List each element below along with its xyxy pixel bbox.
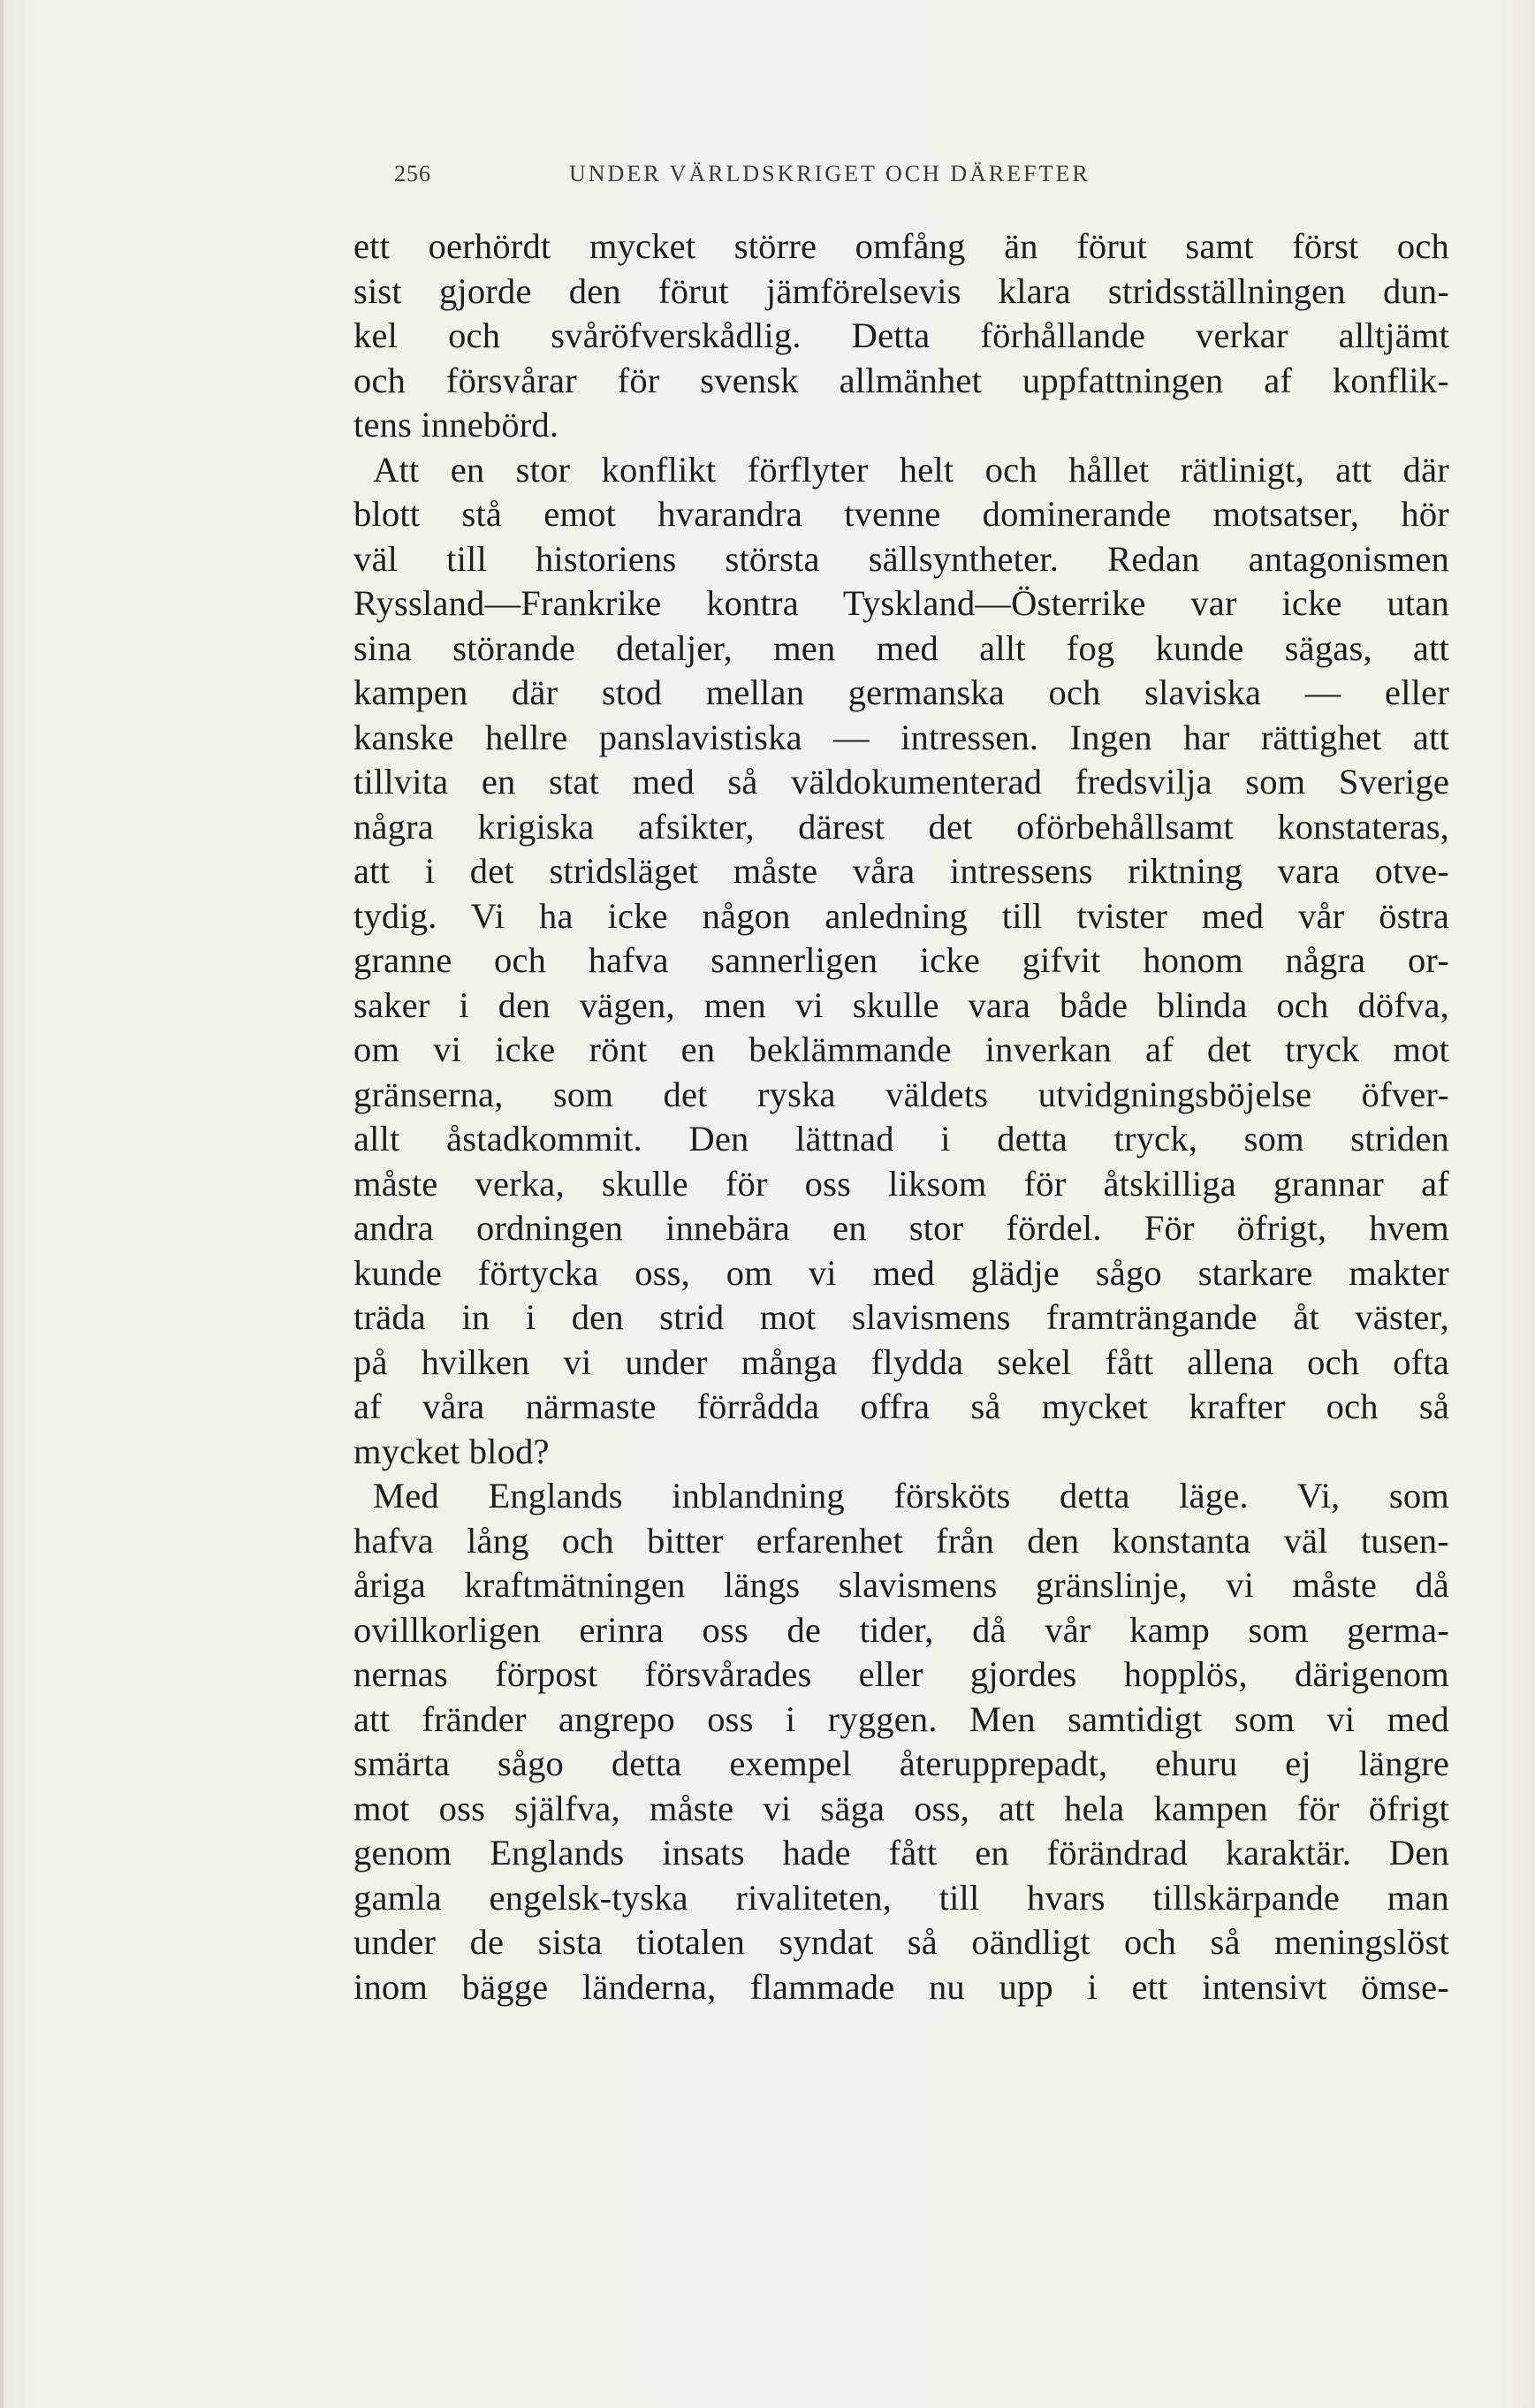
page-edge	[0, 0, 4, 2408]
text-line: mot oss själfva, måste vi säga oss, att hela kampen för öfrigt	[353, 1788, 1449, 1828]
text-line: tens innebörd.	[353, 405, 559, 444]
text-line: under de sista tiotalen syndat så oändligt och så meningslöst	[353, 1922, 1449, 1962]
text-line: allt åstadkommit. Den lättnad i detta tryck, som striden	[353, 1119, 1449, 1158]
text-line: väl till historiens största sällsyntheter. Redan antagonismen	[353, 538, 1449, 579]
paragraph	[353, 448, 1449, 1475]
text-line: blott stå emot hvarandra tvenne dominerande motsatser, hör	[353, 494, 1449, 534]
text-line: ovillkorligen erinra oss de tider, då vår kamp som germa-	[353, 1609, 1449, 1650]
text-line: andra ordningen innebära en stor fördel. För öfrigt, hvem	[353, 1208, 1449, 1248]
text-line: att i det stridsläget måste våra intressens riktning vara otve-	[353, 851, 1449, 891]
text-line: på hvilken vi under många flydda sekel fått allena och ofta	[353, 1341, 1449, 1382]
paragraph	[353, 224, 1449, 448]
text-line: och försvårar för svensk allmänhet uppfattningen af konflik-	[353, 360, 1449, 400]
text-line: Ryssland—Frankrike kontra Tyskland—Österrike var icke utan	[353, 583, 1449, 623]
text-line: nernas förpost försvårades eller gjordes hopplös, därigenom	[353, 1654, 1449, 1694]
text-line: ett oerhördt mycket större omfång än förut samt först och	[353, 226, 1449, 266]
text-line: tillvita en stat med så väldokumenterad fredsvilja som Sverige	[353, 762, 1449, 801]
text-line: granne och hafva sannerligen icke gifvit honom några or-	[353, 940, 1449, 980]
text-line: saker i den vägen, men vi skulle vara både blinda och döfva,	[353, 984, 1449, 1025]
text-line: af våra närmaste förrådda offra så mycket krafter och så	[353, 1386, 1449, 1426]
body-text	[353, 224, 1449, 2009]
text-line: hafva lång och bitter erfarenhet från den konstanta väl tusen-	[353, 1520, 1449, 1561]
text-line: sina störande detaljer, men med allt fog kunde sägas, att	[353, 627, 1449, 668]
text-line: Att en stor konflikt förflyter helt och hållet rätlinigt, att där	[373, 449, 1449, 490]
text-line: gamla engelsk-tyska rivaliteten, till hvars tillskärpande man	[353, 1877, 1449, 1918]
text-line: sist gjorde den förut jämförelsevis klara stridsställningen dun-	[353, 270, 1449, 311]
text-line: träda in i den strid mot slavismens framträngande åt väster,	[353, 1297, 1449, 1337]
text-line: kel och svåröfverskådlig. Detta förhållande verkar alltjämt	[353, 315, 1449, 355]
text-line: inom bägge länderna, flammade nu upp i ett intensivt ömse-	[353, 1966, 1449, 2007]
text-line: några krigiska afsikter, därest det oförbehållsamt konstateras,	[353, 806, 1449, 847]
text-line: åriga kraftmätningen längs slavismens gränslinje, vi måste då	[353, 1565, 1449, 1605]
text-line: Med Englands inblandning försköts detta läge. Vi, som	[373, 1476, 1449, 1515]
text-line: kampen där stod mellan germanska och slaviska — eller	[353, 672, 1449, 712]
text-line: måste verka, skulle för oss liksom för åtskilliga grannar af	[353, 1163, 1449, 1204]
running-header	[0, 161, 1535, 196]
text-line: kanske hellre panslavistiska — intressen. Ingen har rättighet att	[353, 717, 1449, 757]
page-number: 256	[394, 161, 431, 186]
text-line: gränserna, som det ryska väldets utvidgningsböjelse öfver-	[353, 1074, 1449, 1114]
text-line: att fränder angrepo oss i ryggen. Men samtidigt som vi med	[353, 1698, 1449, 1739]
text-line: mycket blod?	[353, 1431, 550, 1471]
running-title: UNDER VÄRLDSKRIGET OCH DÄREFTER	[569, 161, 1090, 186]
paragraph	[353, 1474, 1449, 2009]
text-line: tydig. Vi ha icke någon anledning till tvister med vår östra	[353, 895, 1449, 936]
text-line: kunde förtycka oss, om vi med glädje sågo starkare makter	[353, 1252, 1449, 1293]
text-line: smärta sågo detta exempel återupprepadt, ehuru ej längre	[353, 1743, 1449, 1783]
text-line: om vi icke rönt en beklämmande inverkan af det tryck mot	[353, 1029, 1449, 1069]
text-line: genom Englands insats hade fått en förändrad karaktär. Den	[353, 1833, 1449, 1872]
